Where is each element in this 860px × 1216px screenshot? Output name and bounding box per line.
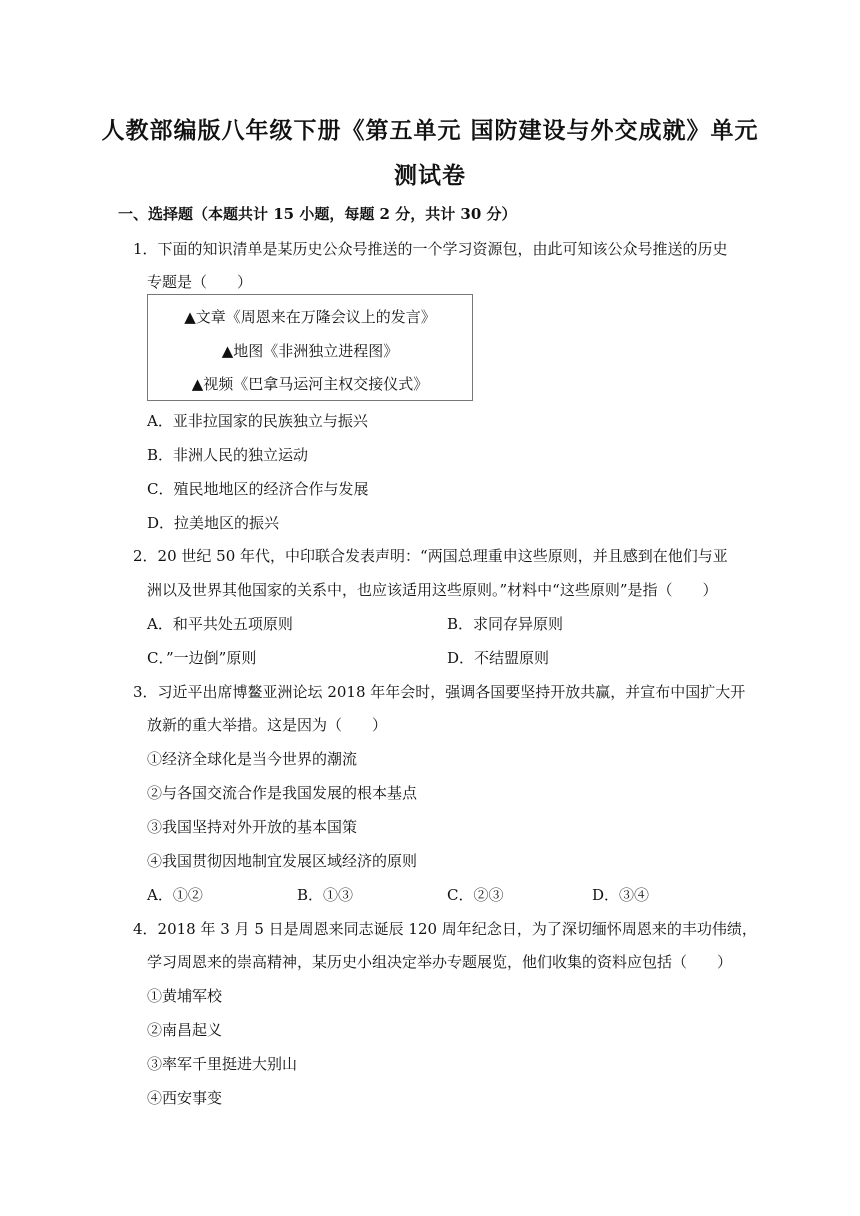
q3-statement-1: ①经济全球化是当今世界的潮流 xyxy=(147,750,358,768)
q1-option-a: A．亚非拉国家的民族独立与振兴 xyxy=(147,412,368,430)
section-heading: 一、选择题（本题共计 15 小题，每题 2 分，共计 30 分） xyxy=(118,205,517,223)
q1-resource-item: ▲地图《非洲独立进程图》 xyxy=(221,342,399,360)
q4-statement-3: ③率军千里挺进大别山 xyxy=(147,1055,298,1073)
q2-option-a: A．和平共处五项原则 xyxy=(147,615,293,633)
q2-stem-line-2: 洲以及世界其他国家的关系中，也应该适用这些原则。”材料中“这些原则”是指（ ） xyxy=(147,581,718,599)
q1-stem-line-2: 专题是（ ） xyxy=(147,273,253,291)
q3-statement-2: ②与各国交流合作是我国发展的根本基点 xyxy=(147,784,418,802)
q1-resource-item: ▲文章《周恩来在万隆会议上的发言》 xyxy=(184,308,436,326)
q1-option-c: C．殖民地地区的经济合作与发展 xyxy=(147,480,369,498)
q3-statement-3: ③我国坚持对外开放的基本国策 xyxy=(147,818,358,836)
q3-statement-4: ④我国贯彻因地制宜发展区域经济的原则 xyxy=(147,852,418,870)
q1-option-d: D．拉美地区的振兴 xyxy=(147,514,280,532)
q2-option-d: D．不结盟原则 xyxy=(447,649,550,667)
q3-option-b: B．①③ xyxy=(297,886,354,904)
document-title-line-2: 测试卷 xyxy=(394,162,466,189)
q3-option-c: C．②③ xyxy=(447,886,504,904)
q2-option-c: C．”一边倒”原则 xyxy=(147,649,257,667)
q1-resource-item: ▲视频《巴拿马运河主权交接仪式》 xyxy=(191,375,429,393)
q1-resource-box xyxy=(147,294,473,401)
q3-option-a: A．①② xyxy=(147,886,203,904)
q4-statement-1: ①黄埔军校 xyxy=(147,987,223,1005)
q3-stem-line-2: 放新的重大举措。这是因为（ ） xyxy=(147,716,388,734)
document-title-line-1: 人教部编版八年级下册《第五单元 国防建设与外交成就》单元 xyxy=(101,117,759,144)
q4-statement-4: ④西安事变 xyxy=(147,1089,223,1107)
q3-option-d: D．③④ xyxy=(592,886,650,904)
q4-stem-line-1: 4．2018 年 3 月 5 日是周恩来同志诞辰 120 周年纪念日，为了深切缅怀周恩来的丰功伟绩， xyxy=(133,920,757,938)
q1-option-b: B．非洲人民的独立运动 xyxy=(147,446,309,464)
q4-stem-line-2: 学习周恩来的崇高精神，某历史小组决定举办专题展览，他们收集的资料应包括（ ） xyxy=(147,953,733,971)
q2-option-b: B．求同存异原则 xyxy=(447,615,564,633)
q4-statement-2: ②南昌起义 xyxy=(147,1021,223,1039)
q1-stem-line-1: 1．下面的知识清单是某历史公众号推送的一个学习资源包，由此可知该公众号推送的历史 xyxy=(133,240,728,258)
q3-stem-line-1: 3．习近平出席博鳌亚洲论坛 2018 年年会时，强调各国要坚持开放共赢，并宣布中国扩大开 xyxy=(133,683,746,701)
q2-stem-line-1: 2．20 世纪 50 年代，中印联合发表声明：“两国总理重申这些原则，并且感到在他们与亚 xyxy=(133,547,728,565)
